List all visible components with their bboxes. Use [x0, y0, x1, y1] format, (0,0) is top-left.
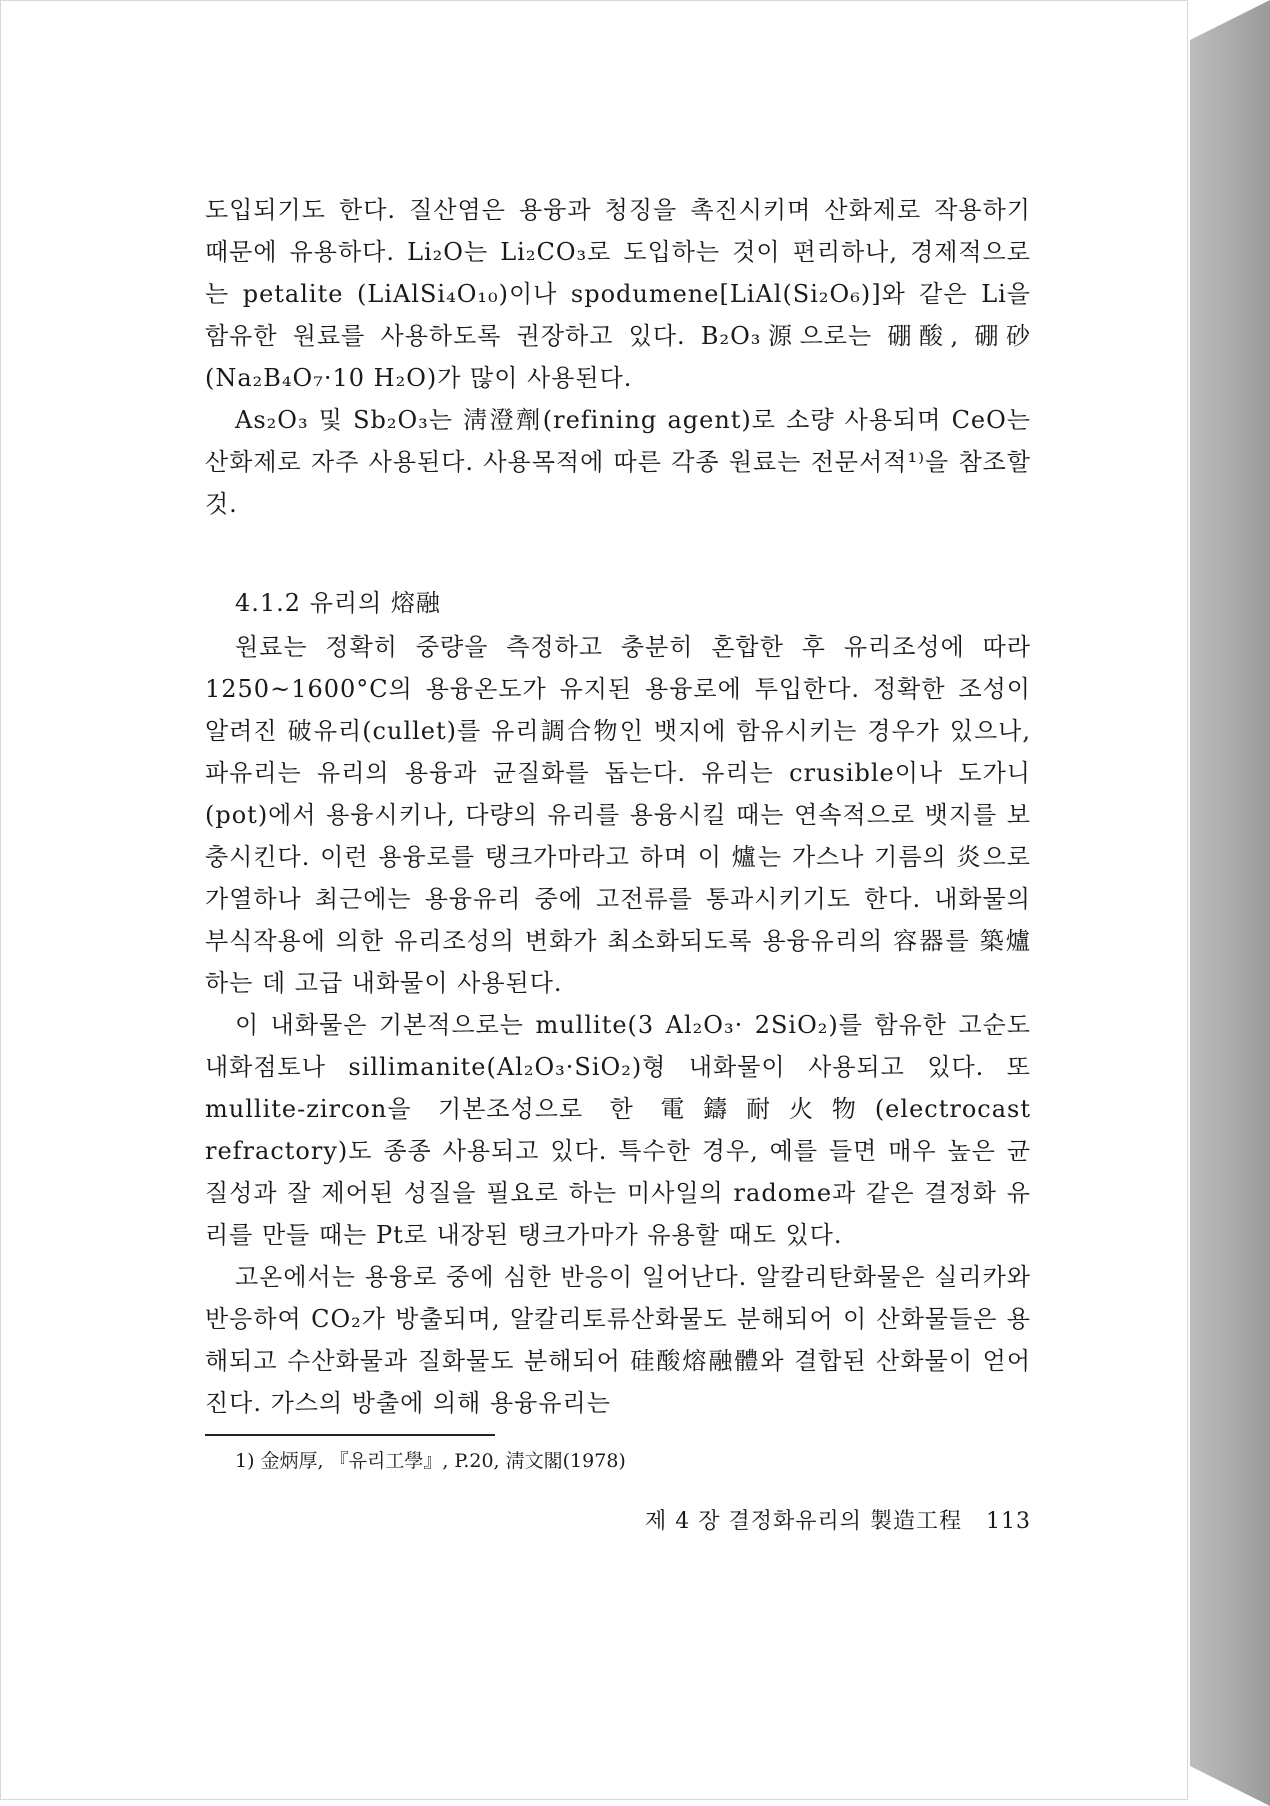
chapter-title: 제 4 장 결정화유리의 製造工程 — [645, 1509, 962, 1534]
running-footer — [205, 1504, 1031, 1535]
page-content — [205, 189, 1031, 1535]
body-paragraph: As₂O₃ 및 Sb₂O₃는 淸澄劑(refining agent)로 소량 사용되며 CeO는 산화제로 자주 사용된다. 사용목적에 따른 각종 원료는 전문서적¹⁾을 참조할 것. — [205, 406, 1031, 518]
body-paragraph: 도입되기도 한다. 질산염은 용융과 청징을 촉진시키며 산화제로 작용하기 때문에 유용하다. Li₂O는 Li₂CO₃로 도입하는 것이 편리하나, 경제적으로는 petalite (LiAlSi₄O₁₀)이나 spodumene[LiAl(Si₂O₆)]와 같은 Li을 함유한 원료를 사용하도록 권장하고 있다. B₂O₃源으로는 硼酸, 硼砂(Na₂B₄O₇·10 H₂O)가 많이 사용된다. — [205, 196, 1031, 392]
section-paragraph: 이 내화물은 기본적으로는 mullite(3 Al₂O₃· 2SiO₂)를 함유한 고순도 내화점토나 sillimanite(Al₂O₃·SiO₂)형 내화물이 사용되고 있다. 또 mullite-zircon을 기본조성으로 한 電鑄耐火物(electrocast refractory)도 종종 사용되고 있다. 특수한 경우, 예를 들면 매우 높은 균질성과 잘 제어된 성질을 필요로 하는 미사일의 radome과 같은 결정화 유리를 만들 때는 Pt로 내장된 탱크가마가 유용할 때도 있다. — [205, 1011, 1031, 1249]
section-paragraph: 고온에서는 용융로 중에 심한 반응이 일어난다. 알칼리탄화물은 실리카와 반응하여 CO₂가 방출되며, 알칼리토류산화물도 분해되어 이 산화물들은 용해되고 수산화물과 질화물도 분해되어 硅酸熔融體와 결합된 산화물이 얻어진다. 가스의 방출에 의해 용융유리는 — [205, 1263, 1031, 1417]
page-stack-edge — [1190, 0, 1270, 1806]
section-heading: 4.1.2 유리의 熔融 — [235, 589, 441, 617]
footnote: 1) 金炳厚, 『유리工學』, P.20, 淸文閣(1978) — [235, 1450, 626, 1472]
section-paragraph: 원료는 정확히 중량을 측정하고 충분히 혼합한 후 유리조성에 따라 1250~1600°C의 용융온도가 유지된 용융로에 투입한다. 정확한 조성이 알려진 破유리(cullet)를 유리調合物인 뱃지에 함유시키는 경우가 있으나, 파유리는 유리의 용융과 균질화를 돕는다. 유리는 crusible이나 도가니(pot)에서 용융시키나, 다량의 유리를 용융시킬 때는 연속적으로 뱃지를 보충시킨다. 이런 용융로를 탱크가마라고 하며 이 爐는 가스나 기름의 炎으로 가열하나 최근에는 용융유리 중에 고전류를 통과시키기도 한다. 내화물의 부식작용에 의한 유리조성의 변화가 최소화되도록 용융유리의 容器를 築爐하는 데 고급 내화물이 사용된다. — [205, 633, 1031, 997]
page-number: 113 — [986, 1509, 1031, 1534]
footnote-divider — [205, 1434, 495, 1436]
